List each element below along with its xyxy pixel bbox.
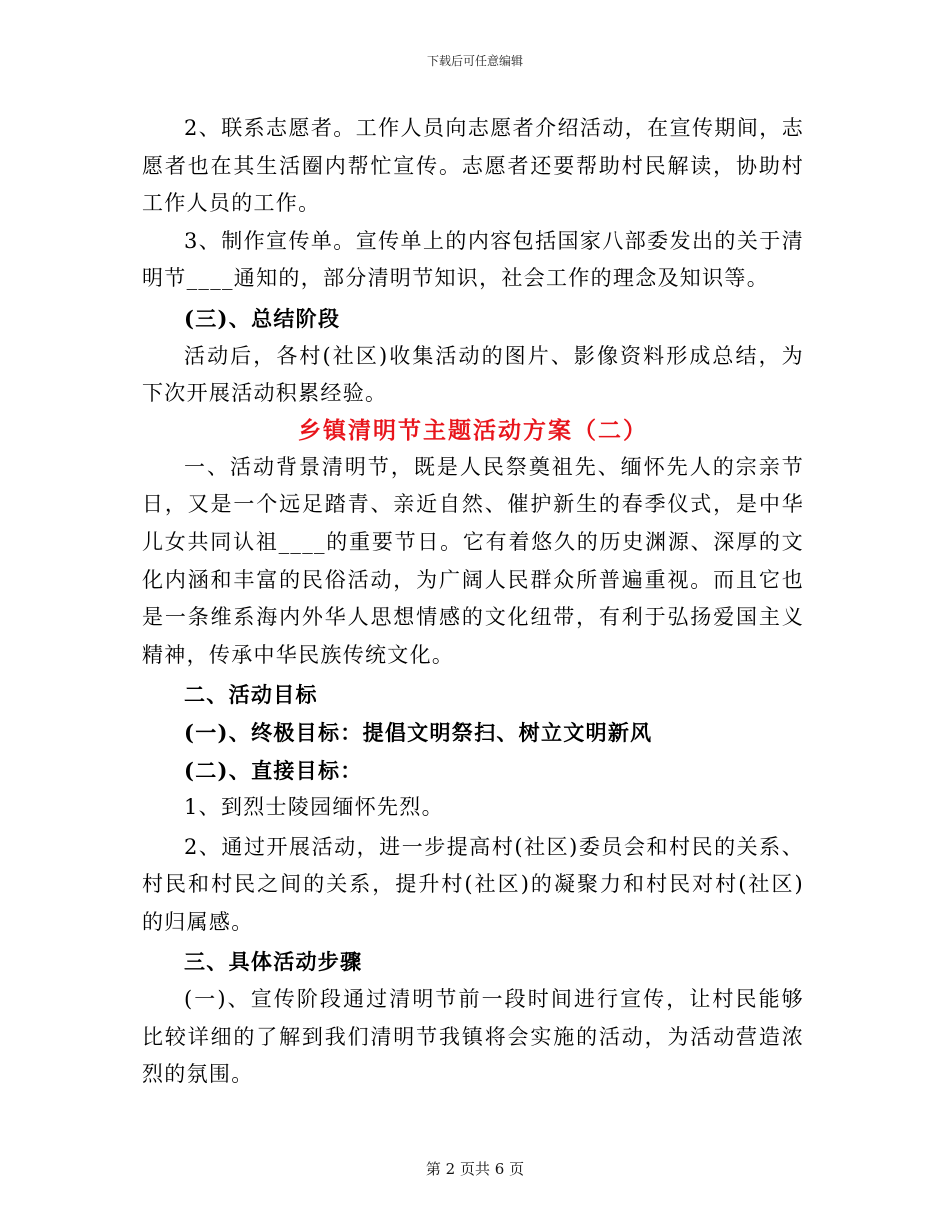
document-body bbox=[142, 110, 804, 1094]
paragraph-volunteer: 2、联系志愿者。工作人员向志愿者介绍活动，在宣传期间，志愿者也在其生活圈内帮忙宣传。志愿者还要帮助村民解读，协助村工作人员的工作。 bbox=[142, 116, 804, 216]
heading-activity-goals: 二、活动目标 bbox=[184, 682, 318, 708]
paragraph-background: 一、活动背景清明节，既是人民祭奠祖先、缅怀先人的宗亲节日，又是一个远足踏青、亲近自然、催护新生的春季仪式，是中华儿女共同认祖____的重要节日。它有着悠久的历史渊源、深厚的文化内涵和丰富的民俗活动，为广阔人民群众所普遍重视。而且它也是一条维系海内外华人思想情感的文化纽带，有利于弘扬爱国主义精神，传承中华民族传统文化。 bbox=[142, 454, 804, 667]
heading-summary-stage: (三)、总结阶段 bbox=[184, 305, 341, 331]
heading-ultimate-goal: (一)、终极目标：提倡文明祭扫、树立文明新风 bbox=[184, 719, 653, 745]
paragraph-goal-2: 2、通过开展活动，进一步提高村(社区)委员会和村民的关系、村民和村民之间的关系，提升村(社区)的凝聚力和村民对村(社区)的归属感。 bbox=[142, 834, 804, 934]
paragraph-goal-1: 1、到烈士陵园缅怀先烈。 bbox=[184, 795, 444, 820]
section-title: 乡镇清明节主题活动方案（二） bbox=[298, 416, 648, 444]
page-header: 下载后可任意编辑 bbox=[426, 54, 523, 68]
paragraph-publicity-stage: (一)、宣传阶段通过清明节前一段时间进行宣传，让村民能够比较详细的了解到我们清明节我镇将会实施的活动，为活动营造浓烈的氛围。 bbox=[142, 987, 804, 1087]
heading-direct-goal: (二)、直接目标： bbox=[184, 757, 363, 783]
paragraph-leaflet: 3、制作宣传单。宣传单上的内容包括国家八部委发出的关于清明节____通知的，部分清明节知识，社会工作的理念及知识等。 bbox=[142, 228, 804, 291]
page-footer: 第 2 页共 6 页 bbox=[425, 1160, 525, 1178]
heading-activity-steps: 三、具体活动步骤 bbox=[184, 949, 363, 975]
paragraph-summary: 活动后，各村(社区)收集活动的图片、影像资料形成总结，为下次开展活动积累经验。 bbox=[142, 343, 804, 406]
